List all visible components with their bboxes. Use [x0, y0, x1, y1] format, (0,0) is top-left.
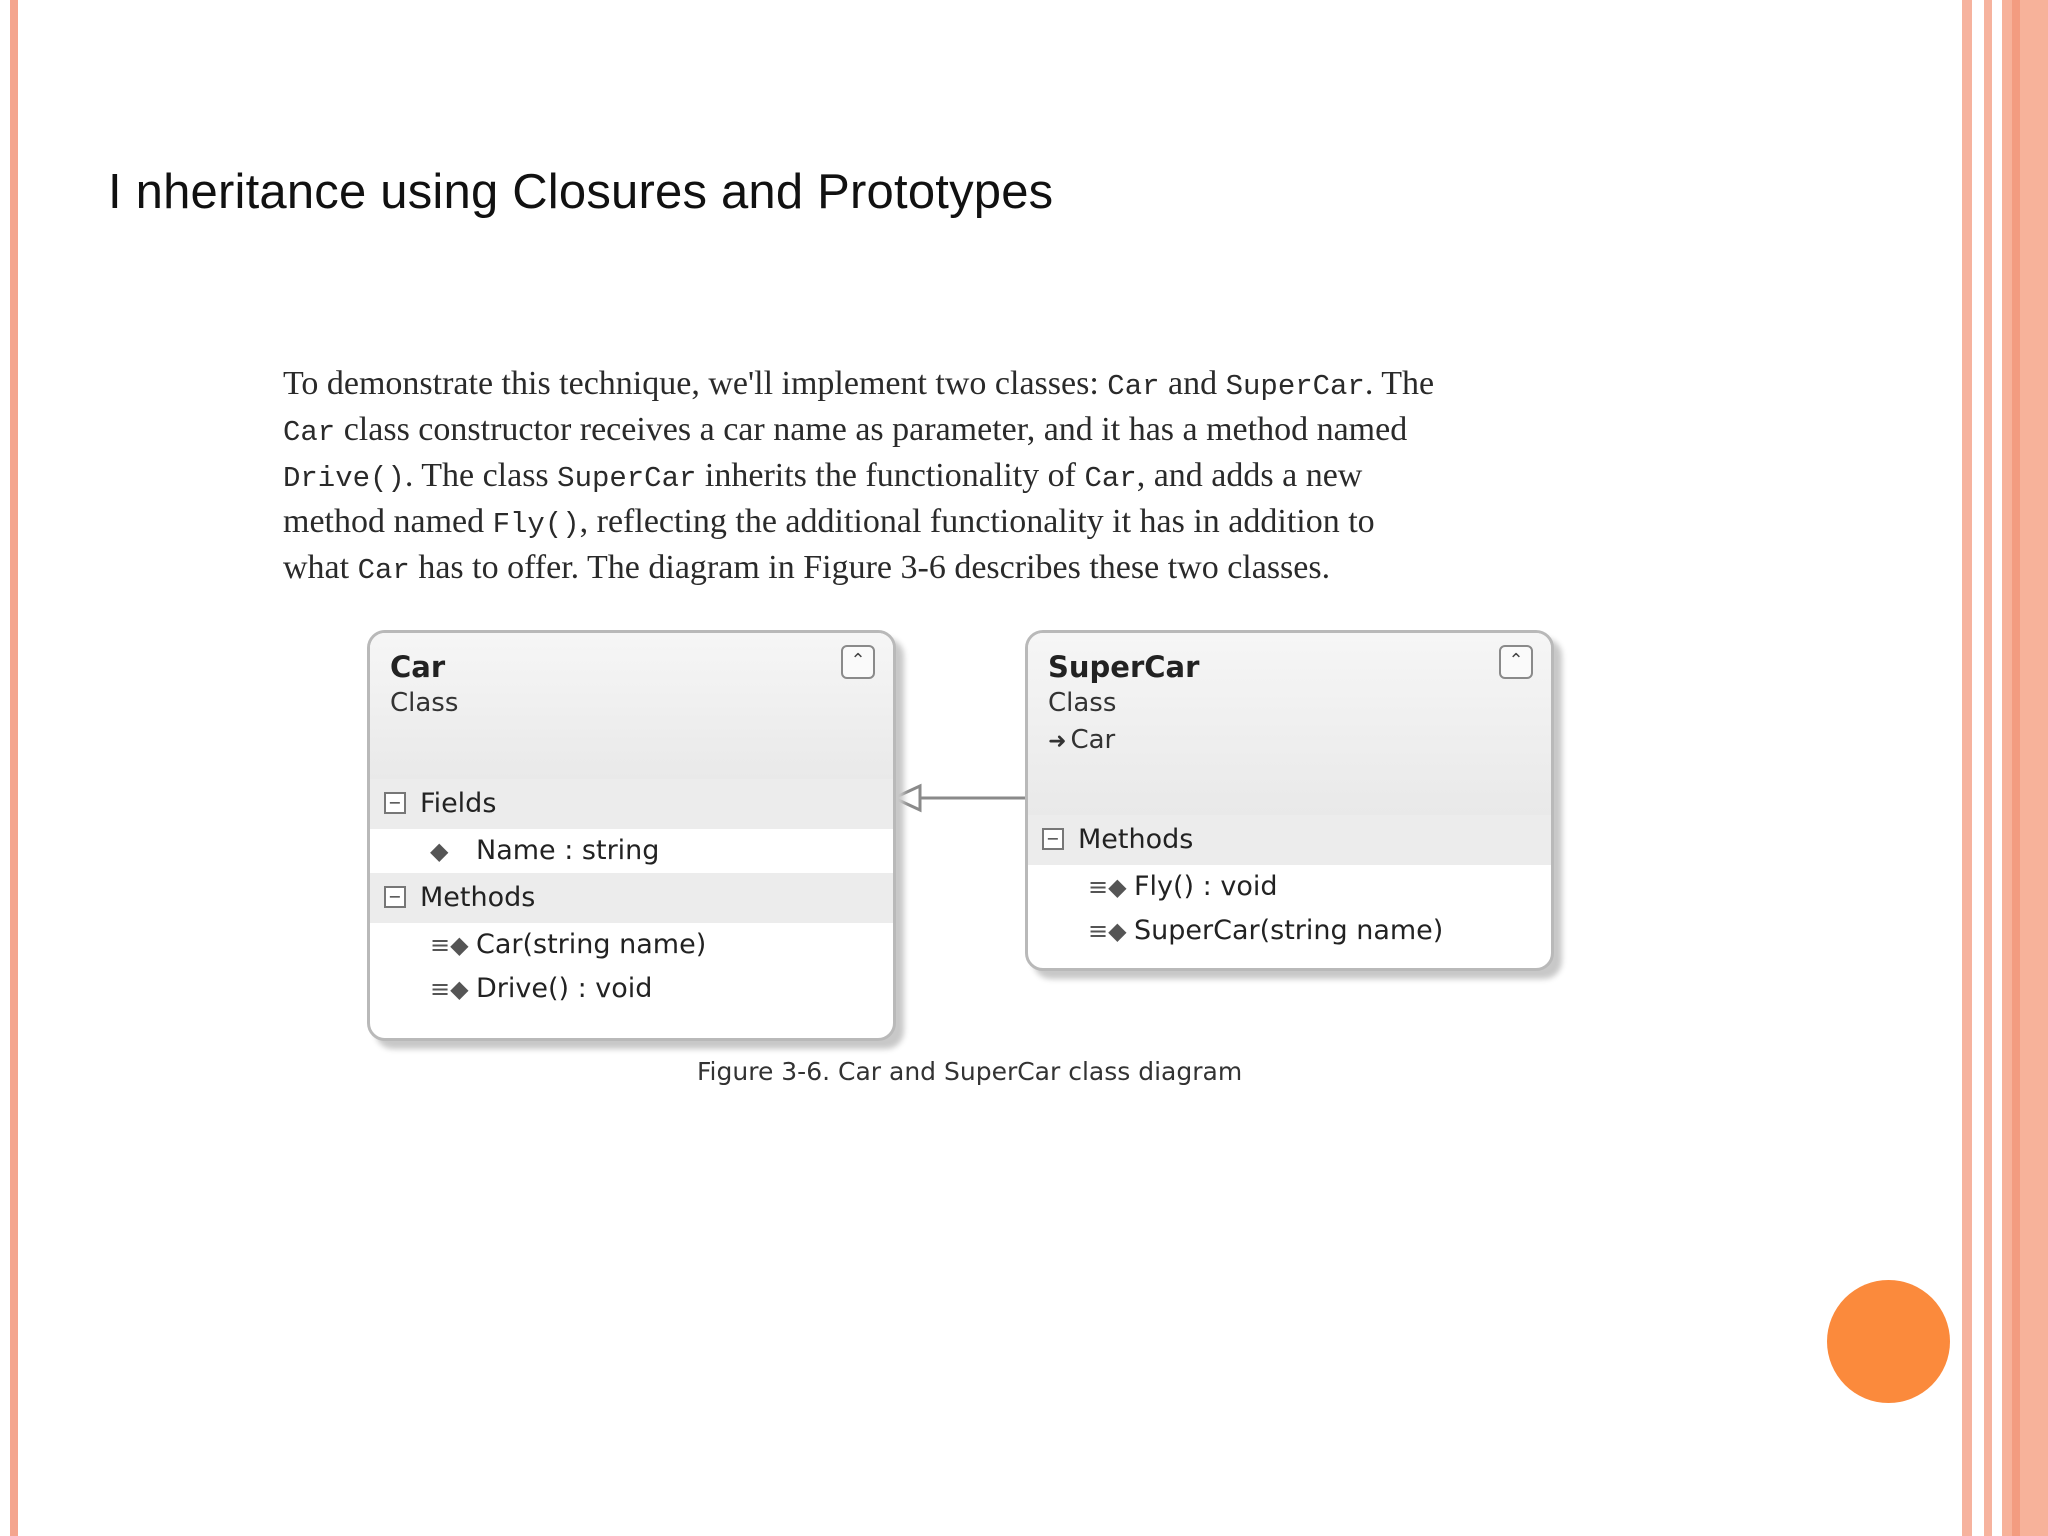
car-class-kind: Class [390, 688, 459, 718]
code-span: Drive() [283, 462, 405, 495]
code-span: Fly() [492, 508, 580, 541]
car-class-name: Car [390, 650, 446, 684]
excerpt-line [283, 408, 1643, 454]
method-icon: ≡◆ [1088, 873, 1127, 901]
text-span: , reflecting the additional functionality it has in addition to [579, 503, 1375, 540]
method-icon: ≡◆ [430, 931, 469, 959]
book-excerpt [283, 362, 1643, 592]
method-icon: ≡◆ [430, 975, 469, 1003]
minus-box-icon[interactable]: − [384, 792, 406, 814]
car-class-header [370, 633, 893, 779]
car-fields-label: Fields [420, 788, 497, 819]
car-fields-section[interactable] [370, 779, 893, 829]
field-icon: ◆ [430, 837, 449, 865]
supercar-base-label: Car [1070, 725, 1116, 755]
supercar-methods-label: Methods [1078, 824, 1194, 855]
code-span: Car [357, 554, 410, 587]
car-method-label: Drive() : void [476, 973, 653, 1004]
code-span: Car [283, 416, 336, 449]
text-span: inherits the functionality of [696, 457, 1085, 494]
text-span: , and adds a new [1136, 457, 1363, 494]
text-span: . The [1364, 365, 1435, 402]
text-span: class constructor receives a car name as parameter, and it has a method named [335, 411, 1408, 448]
supercar-class-box[interactable] [1025, 630, 1554, 971]
right-border-decoration [1956, 0, 2048, 1536]
excerpt-line [283, 362, 1643, 408]
code-span: Car [1084, 462, 1137, 495]
method-icon: ≡◆ [1088, 917, 1127, 945]
excerpt-paragraph [283, 362, 1643, 592]
text-span: and [1159, 365, 1226, 402]
supercar-method-label: Fly() : void [1134, 871, 1278, 902]
orange-circle-decoration [1827, 1280, 1950, 1403]
text-span: To demonstrate this technique, we'll implement two classes: [283, 365, 1108, 402]
supercar-base-class [1048, 721, 1531, 761]
text-span: what [283, 549, 358, 586]
inheritance-connector [890, 780, 1030, 820]
excerpt-line [283, 454, 1643, 500]
double-chevron-up-icon[interactable]: ⌃ [841, 645, 875, 679]
supercar-class-name: SuperCar [1048, 650, 1200, 684]
supercar-method-item [1028, 909, 1551, 953]
supercar-method-label: SuperCar(string name) [1134, 915, 1444, 946]
double-chevron-up-icon[interactable]: ⌃ [1499, 645, 1533, 679]
left-border-decoration [0, 0, 24, 1536]
code-span: SuperCar [1225, 370, 1365, 403]
excerpt-line [283, 546, 1643, 592]
code-span: SuperCar [557, 462, 697, 495]
figure-caption: Figure 3-6. Car and SuperCar class diagram [697, 1057, 1243, 1086]
car-method-item [370, 967, 893, 1011]
car-method-item [370, 923, 893, 967]
text-span: . The class [404, 457, 558, 494]
car-field-item [370, 829, 893, 873]
minus-box-icon[interactable]: − [384, 886, 406, 908]
car-class-box[interactable] [367, 630, 896, 1041]
excerpt-line [283, 500, 1643, 546]
supercar-methods-section[interactable] [1028, 815, 1551, 865]
minus-box-icon[interactable]: − [1042, 828, 1064, 850]
text-span: has to offer. The diagram in Figure 3-6 describes these two classes. [409, 549, 1331, 586]
supercar-method-item [1028, 865, 1551, 909]
car-method-label: Car(string name) [476, 929, 707, 960]
car-methods-label: Methods [420, 882, 536, 913]
car-methods-section[interactable] [370, 873, 893, 923]
car-field-label: Name : string [476, 835, 660, 866]
slide-title: I nheritance using Closures and Prototypes [108, 165, 1054, 219]
supercar-class-header [1028, 633, 1551, 815]
inheritance-arrow-icon: ➜ [1048, 729, 1067, 754]
inheritance-arrow-icon [894, 786, 920, 810]
supercar-class-kind: Class [1048, 688, 1117, 718]
text-span: method named [283, 503, 493, 540]
code-span: Car [1107, 370, 1160, 403]
